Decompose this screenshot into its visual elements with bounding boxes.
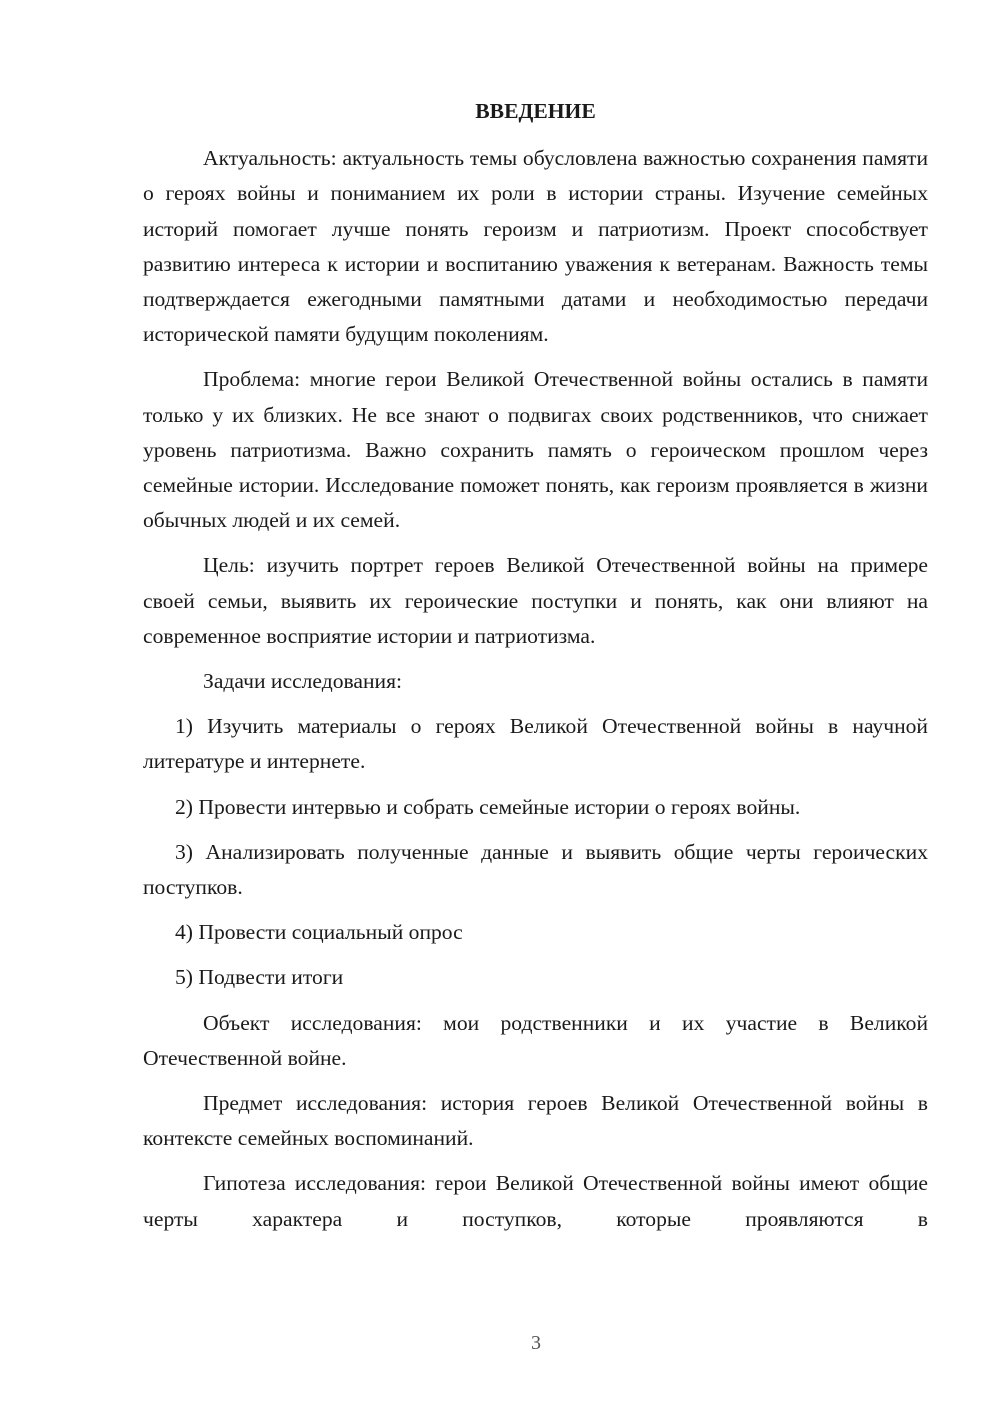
task-item-5: 5) Подвести итоги [175,965,344,990]
hypothesis-paragraph: Гипотеза исследования: герои Великой Отечественной войны имеют общие черты характера и поступков, которые проявляются в [143,1171,928,1231]
object-paragraph: Объект исследования: мои родственники и их участие в Великой Отечественной войне. [143,1010,928,1070]
document-body [143,94,928,1247]
task-item-4: 4) Провести социальный опрос [175,920,463,945]
page-number: 3 [531,1332,541,1354]
subject-paragraph: Предмет исследования: история героев Великой Отечественной войны в контексте семейных воспоминаний. [143,1091,928,1151]
goal-paragraph: Цель: изучить портрет героев Великой Отечественной войны на примере своей семьи, выявить их героические поступки и понять, как они влияют на современное восприятие истории и патриотизма. [143,553,928,648]
section-title: ВВЕДЕНИЕ [475,99,596,123]
relevance-paragraph: Актуальность: актуальность темы обусловлена важностью сохранения памяти о героях войны и пониманием их роли в истории страны. Изучение семейных историй помогает лучше понять героизм и патриотизм. Проект способствует развитию интереса к истории и воспитанию уважения к ветеранам. Важность темы подтверждается ежегодными памятными датами и необходимостью передачи исторической памяти будущим поколениям. [143,146,928,347]
problem-paragraph: Проблема: многие герои Великой Отечественной войны остались в памяти только у их близких. Не все знают о подвигах своих родственников, что снижает уровень патриотизма. Важно сохранить память о героическом прошлом через семейные истории. Исследование поможет понять, как героизм проявляется в жизни обычных людей и их семей. [143,367,928,533]
task-item-2: 2) Провести интервью и собрать семейные истории о героях войны. [175,794,801,819]
task-item-3: 3) Анализировать полученные данные и выявить общие черты героических поступков. [143,839,928,900]
tasks-heading: Задачи исследования: [203,669,403,694]
task-item-1: 1) Изучить материалы о героях Великой Отечественной войны в научной литературе и интернете. [143,714,928,774]
